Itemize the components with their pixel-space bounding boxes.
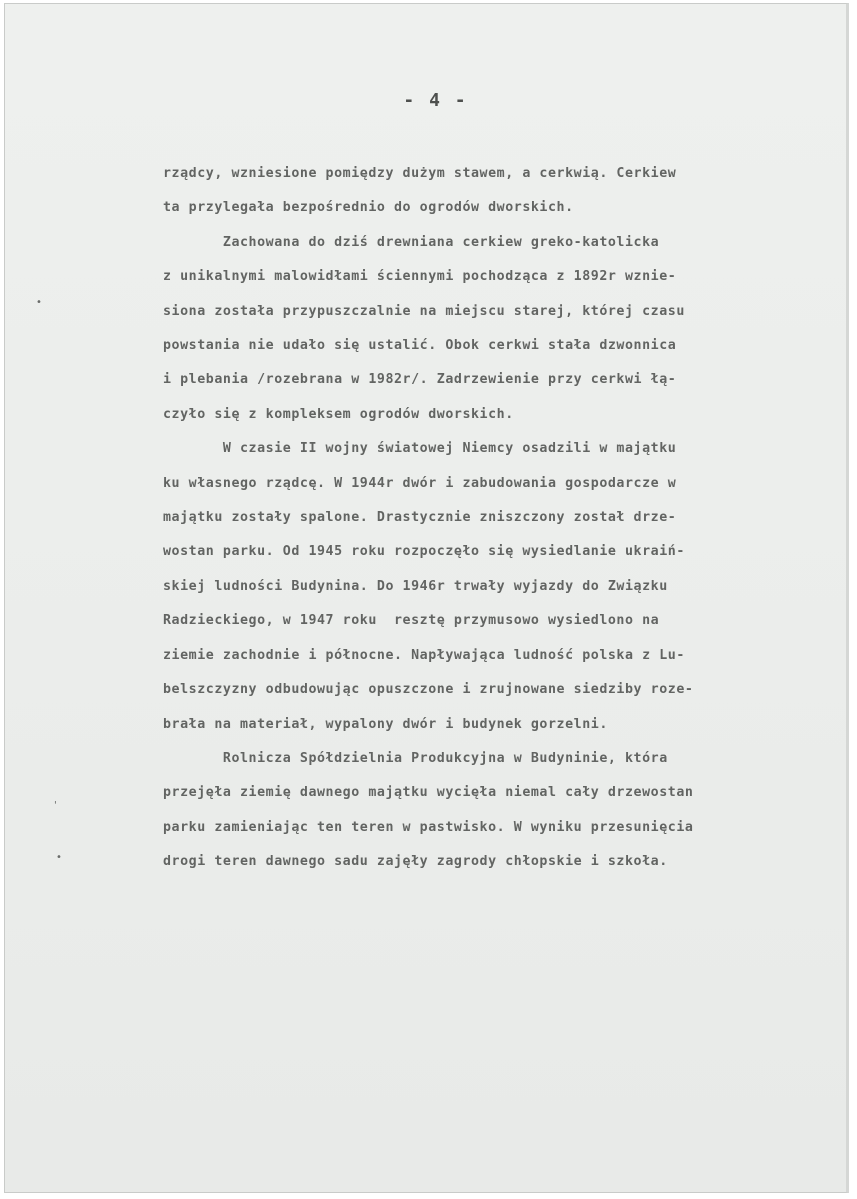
margin-mark-dot: • <box>56 852 62 863</box>
margin-mark-tick: ' <box>54 800 57 811</box>
page-number: - 4 - <box>403 90 468 111</box>
document-page <box>4 3 849 1193</box>
margin-mark-dot: • <box>36 297 42 308</box>
body-text: rządcy, wzniesione pomiędzy dużym stawem, a cerkwią. Cerkiew ta przylegała bezpośrednio do ogrodów dworskich. Zachowana do dziś drewniana cerkiew greko-katolicka z unikalnymi malowidłami ściennymi pochodząca z 1892r wznie- siona została przypuszczalnie na miejscu starej, której czasu powstania nie udało się ustalić. Obok cerkwi stała dzwonnica i plebania /rozebrana w 1982r/. Zadrzewienie przy cerkwi łą- czyło się z kompleksem ogrodów dworskich. W czasie II wojny światowej Niemcy osadzili w majątku ku własnego rządcę. W 1944r dwór i zabudowania gospodarcze w majątku zostały spalone. Drastycznie zniszczony został drze- wostan parku. Od 1945 roku rozpoczęło się wysiedlanie ukraiń- skiej ludności Budynina. Do 1946r trwały wyjazdy do Związku Radzieckiego, w 1947 roku resztę przymusowo wysiedlono na ziemie zachodnie i północne. Napływająca ludność polska z Lu- belszczyzny odbudowując opuszczone i zrujnowane siedziby roze- brała na materiał, wypalony dwór i budynek gorzelni. Rolnicza Spółdzielnia Produkcyjna w Budyninie, która przejęła ziemię dawnego majątku wycięła niemal cały drzewostan parku zamieniając ten teren w pastwisko. W wyniku przesunięcia drogi teren dawnego sadu zajęły zagrody chłopskie i szkoła. <box>163 166 694 870</box>
